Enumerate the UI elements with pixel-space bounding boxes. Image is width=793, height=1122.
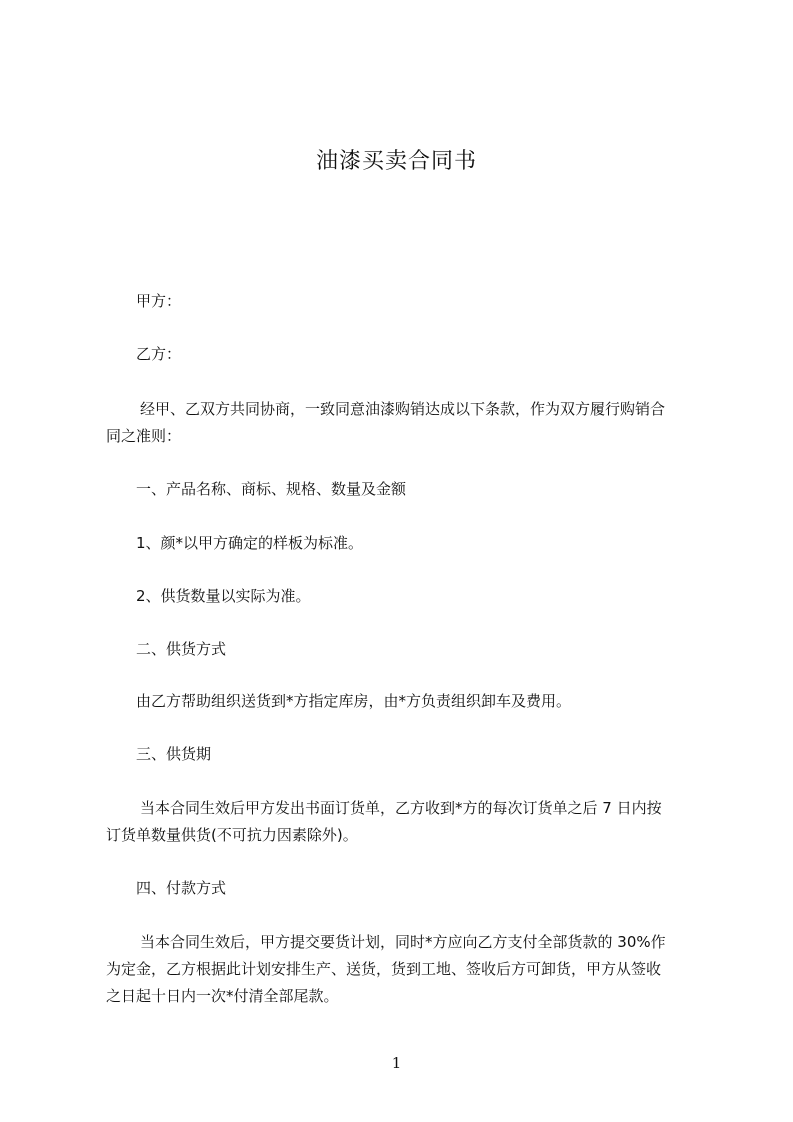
section-4-paragraph [106,929,696,1010]
intro-paragraph [106,396,696,450]
section-4-heading: 四、付款方式 [136,879,227,897]
section-4-line-1: 当本合同生效后，甲方提交要货计划，同时*方应向乙方支付全部货款的 30%作 [140,933,666,951]
party-b-label: 乙方： [136,345,182,363]
document-title: 油漆买卖合同书 [315,149,477,174]
section-1-item-1: 1、颜*以甲方确定的样板为标准。 [136,534,364,552]
section-3-heading: 三、供货期 [136,745,212,763]
section-3-line-1: 当本合同生效后甲方发出书面订货单，乙方收到*方的每次订货单之后 7 日内按 [140,799,662,817]
section-4-line-3: 之日起十日内一次*付清全部尾款。 [106,987,339,1005]
section-3-line-2: 订货单数量供货(不可抗力因素除外)。 [106,826,358,844]
section-4-line-2: 为定金，乙方根据此计划安排生产、送货，货到工地、签收后方可卸货，甲方从签收 [106,960,662,978]
intro-line-1: 经甲、乙双方共同协商，一致同意油漆购销达成以下条款，作为双方履行购销合 [140,400,666,418]
section-2-text: 由乙方帮助组织送货到*方指定库房，由*方负责组织卸车及费用。 [136,692,572,710]
section-1-item-2: 2、供货数量以实际为准。 [136,587,311,605]
party-a-label: 甲方： [136,292,182,310]
section-1-heading: 一、产品名称、商标、规格、数量及金额 [136,480,407,498]
section-2-heading: 二、供货方式 [136,640,227,658]
intro-line-2: 同之准则： [106,427,182,445]
section-3-paragraph [106,795,696,849]
page-number: 1 [391,1054,402,1072]
